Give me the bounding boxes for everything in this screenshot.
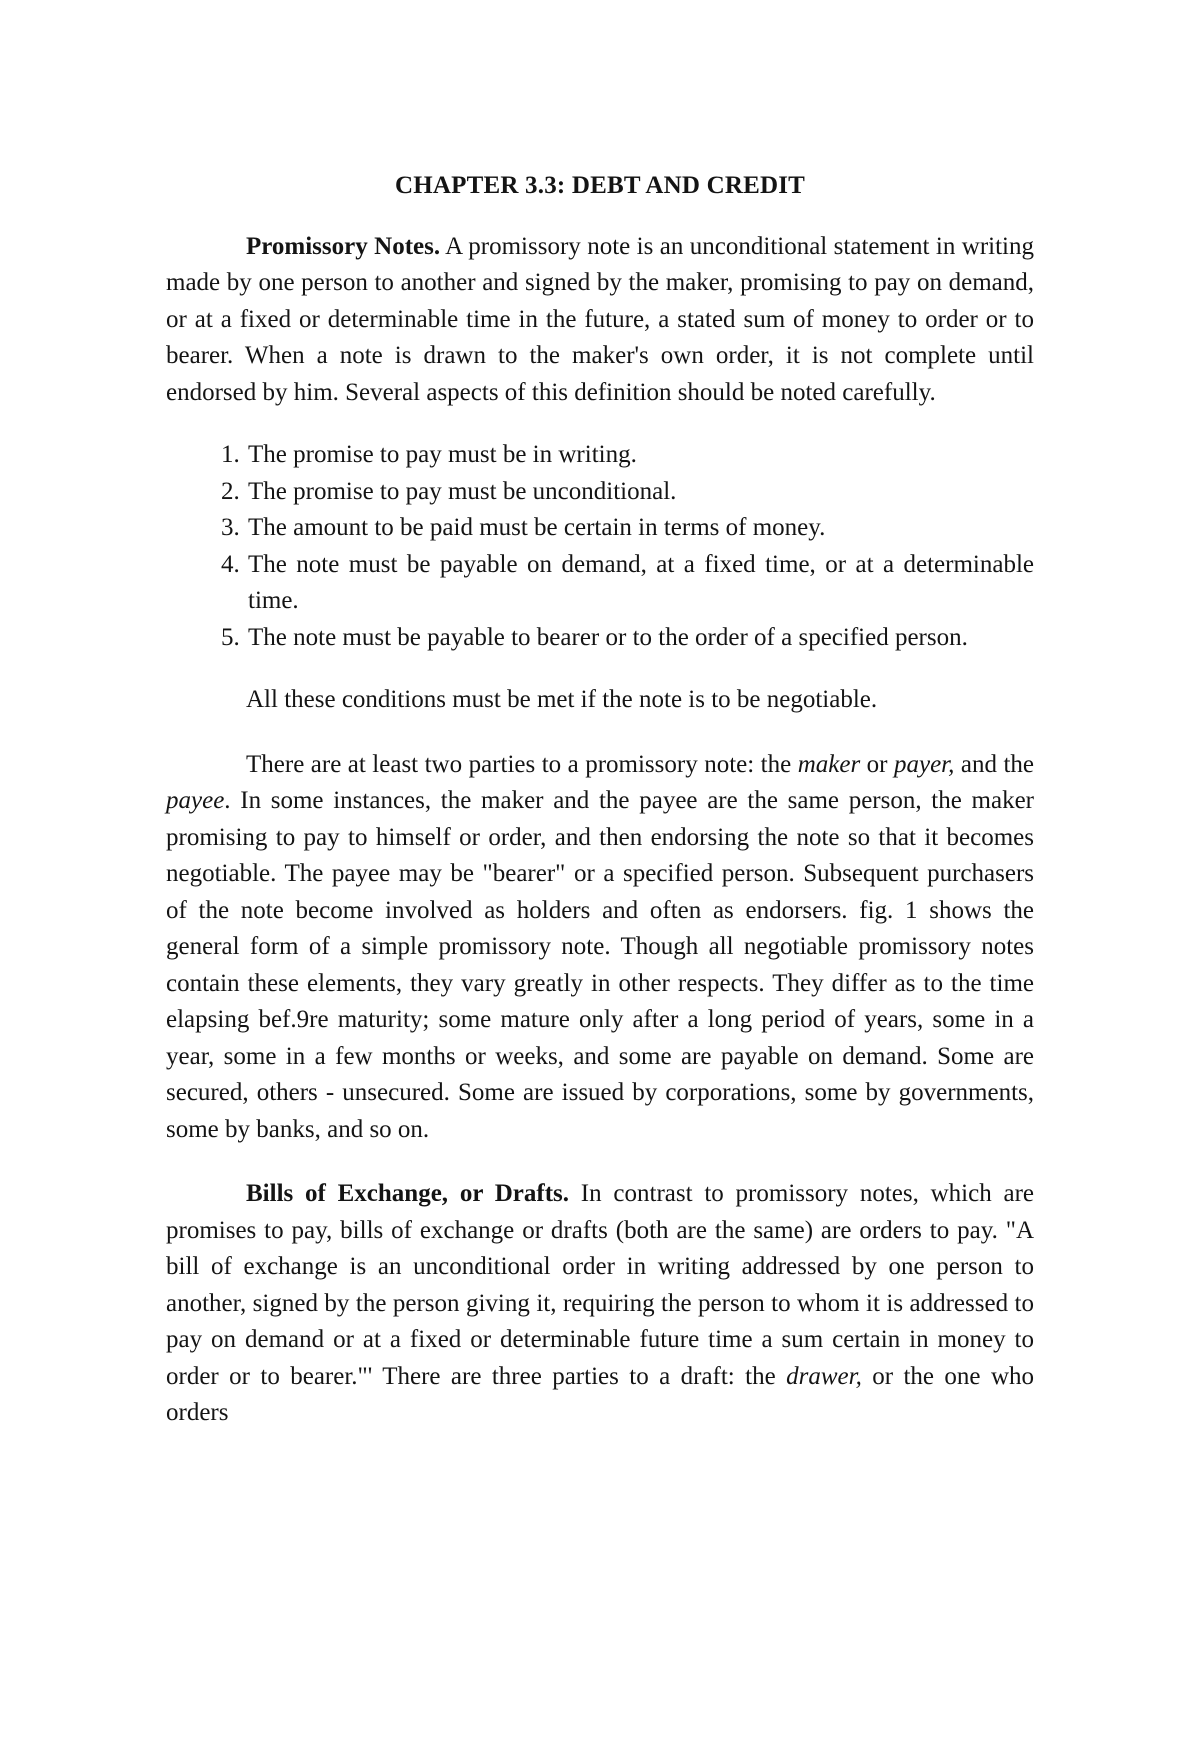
list-item: 3. The amount to be paid must be certain in terms of money. xyxy=(246,510,1034,547)
bills-of-exchange-heading: Bills of Exchange, or Drafts. xyxy=(246,1180,570,1207)
term-maker: maker xyxy=(797,750,861,778)
promissory-notes-text: A promissory note is an unconditional statement in writing made by one person to another and signed by the maker, promising to pay on demand, or at a fixed or determinable time in the future, a stated sum of money to order or to bearer. When a note is drawn to the maker's own order, it is not complete until endorsed by him. Several aspects of this definition should be noted carefully. xyxy=(166,232,1034,406)
promissory-notes-heading: Promissory Notes. xyxy=(246,232,441,260)
term-drawer: drawer, xyxy=(786,1362,862,1390)
parties-paragraph: There are at least two parties to a promissory note: the maker or payer, and the payee. In some instances, the maker and the payee are the same person, the maker promising to pay to himself or order, and then endorsing the note so that it becomes negotiable. The payee may be "bearer" or a specified person. Subsequent purchasers of the note become involved as holders and often as endorsers. fig. 1 shows the general form of a simple promissory note. Though all negotiable promissory notes contain these elements, they vary greatly in other respects. They differ as to the time elapsing bef.9re maturity; some mature only after a long period of years, some in a year, some in a few months or weeks, and some are payable on demand. Some are secured, others - unsecured. Some are issued by corporations, some by governments, some by banks, and so on. xyxy=(166,750,1034,1143)
chapter-title: CHAPTER 3.3: DEBT AND CREDIT xyxy=(394,172,806,199)
list-item: 1. The promise to pay must be in writing. xyxy=(246,437,1034,474)
term-payee: payee xyxy=(166,787,225,814)
list-item: 4. The note must be payable on demand, at a fixed time, or at a determinable time. xyxy=(246,547,1034,620)
document-page xyxy=(166,168,1034,1432)
list-item: 2. The promise to pay must be unconditional. xyxy=(246,474,1034,511)
term-payer: payer, xyxy=(893,750,955,778)
bills-of-exchange-paragraph: Bills of Exchange, or Drafts. In contrast to promissory notes, which are promises to pay, bills of exchange or drafts (both are the same) are orders to pay. "A bill of exchange is an unconditional order in writing addressed by one person to another, signed by the person giving it, requiring the person to whom it is addressed to pay on demand or at a fixed or determinable future time a sum certain in money to order or to bearer."' There are three parties to a draft: the drawer, or the one who orders xyxy=(166,1180,1035,1426)
conditions-list xyxy=(166,437,1034,656)
promissory-notes-paragraph xyxy=(166,229,1034,412)
list-item: 5. The note must be payable to bearer or to the order of a specified person. xyxy=(246,620,1034,657)
negotiable-conditions-paragraph: All these conditions must be met if the note is to be negotiable. xyxy=(246,686,878,713)
